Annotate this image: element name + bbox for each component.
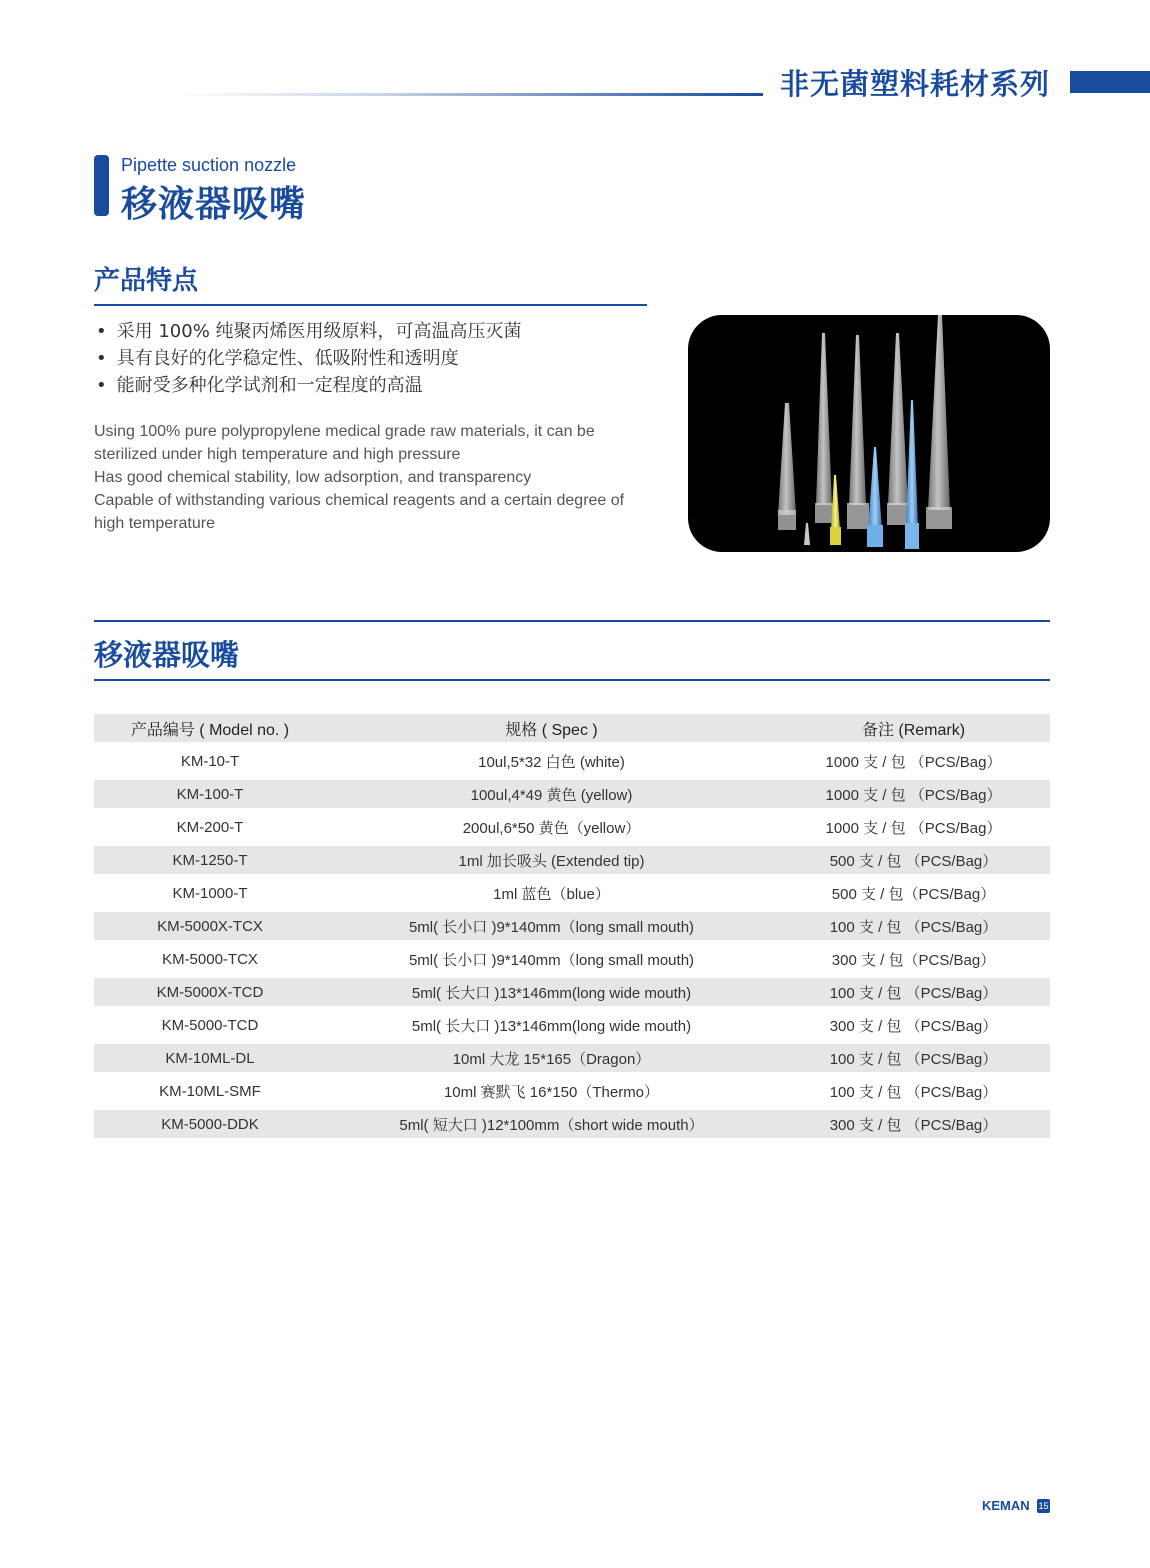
title-accent-bar [94,155,109,216]
table-row [94,940,1050,978]
cell-remark: 100 支 / 包 （PCS/Bag） [829,1083,998,1101]
series-title: 非无菌塑料耗材系列 [780,67,1051,101]
description-line: Capable of withstanding various chemical reagents and a certain degree of [94,492,625,509]
cell-spec: 5ml( 短大口 )12*100mm（short wide mouth） [326,1110,777,1138]
table-body [94,742,1050,1138]
features-divider [94,304,647,306]
product-title-en: Pipette suction nozzle [121,155,297,175]
cell-spec: 100ul,4*49 黄色 (yellow) [326,780,777,808]
cell-spec: 5ml( 长小口 )9*140mm（long small mouth) [326,912,777,940]
table-row [94,1110,1050,1138]
cell-spec: 5ml( 长小口 )9*140mm（long small mouth) [408,951,695,969]
blue-tip-large [905,400,919,549]
cell-spec: 1ml 加长吸头 (Extended tip) [326,846,777,874]
cell-remark: 1000 支 / 包 （PCS/Bag） [825,819,1002,837]
cell-model: KM-5000-DDK [94,1110,326,1138]
feature-item: • 采用 100% 纯聚丙烯医用级原料，可高温高压灭菌 [96,321,522,342]
cell-model: KM-10ML-DL [94,1044,326,1072]
spec-section-top-rule [94,620,1050,622]
cell-model: KM-1000-T [172,884,248,902]
spec-section-heading: 移液器吸嘴 [94,638,240,672]
blue-tip-small [867,447,883,547]
spec-table [94,714,1050,1138]
header-gradient-line [175,93,763,96]
bullet-icon: • [96,348,107,369]
feature-item: • 具有良好的化学稳定性、低吸附性和透明度 [96,348,459,369]
table-row [94,742,1050,780]
cell-remark: 1000 支 / 包 （PCS/Bag） [825,753,1002,771]
cell-model: KM-10-T [180,752,240,770]
footer-brand: KEMAN [982,1498,1030,1513]
cell-spec: 5ml( 长大口 )13*146mm(long wide mouth) [326,978,777,1006]
description-line: Has good chemical stability, low adsorption, and transparency [94,469,532,486]
header-model: 产品编号 ( Model no. ) [94,714,326,742]
description-line: sterilized under high temperature and high pressure [94,446,461,463]
table-row [94,808,1050,846]
cell-model: KM-10ML-SMF [159,1082,261,1100]
clear-tip-1000ul [847,335,869,529]
pipette-tips-photo [688,315,1050,552]
cell-remark: 500 支 / 包 （PCS/Bag） [777,846,1050,874]
header-spec: 规格 ( Spec ) [326,714,777,742]
page-number: 15 [1038,1501,1049,1511]
cell-model: KM-200-T [176,818,244,836]
cell-remark: 300 支 / 包 （PCS/Bag） [829,1017,998,1035]
table-row [94,780,1050,808]
spec-section-bottom-rule [94,679,1050,681]
table-row [94,1044,1050,1072]
cell-spec: 1ml 蓝色（blue） [493,885,610,903]
clear-tip-mini [804,523,810,545]
header-accent-bar [1070,71,1150,93]
clear-tip-long [815,333,833,523]
cell-spec: 10ml 赛默飞 16*150（Thermo） [443,1083,660,1101]
cell-remark: 100 支 / 包 （PCS/Bag） [777,912,1050,940]
description-line: high temperature [94,515,215,532]
bullet-icon: • [96,321,107,342]
cell-model: KM-5000X-TCX [94,912,326,940]
clear-tip-10ul [778,403,796,530]
bullet-icon: • [96,375,107,396]
features-heading: 产品特点 [94,266,199,296]
product-title-zh: 移液器吸嘴 [121,184,307,225]
cell-spec: 200ul,6*50 黄色（yellow） [462,819,641,837]
feature-item: • 能耐受多种化学试剂和一定程度的高温 [96,375,423,396]
description-line: Using 100% pure polypropylene medical grade raw materials, it can be [94,423,595,440]
cell-spec: 10ml 大龙 15*165（Dragon） [326,1044,777,1072]
cell-remark: 500 支 / 包（PCS/Bag） [831,885,996,903]
cell-remark: 300 支 / 包 （PCS/Bag） [777,1110,1050,1138]
cell-spec: 5ml( 长大口 )13*146mm(long wide mouth) [411,1017,692,1035]
table-row [94,874,1050,912]
cell-model: KM-5000-TCX [162,950,258,968]
cell-model: KM-100-T [94,780,326,808]
features-description-en [94,420,654,535]
table-row [94,978,1050,1006]
table-row [94,1006,1050,1044]
cell-model: KM-5000-TCD [161,1016,259,1034]
cell-remark: 1000 支 / 包 （PCS/Bag） [777,780,1050,808]
table-row [94,912,1050,940]
features-list-zh [94,318,654,399]
cell-remark: 100 支 / 包 （PCS/Bag） [777,978,1050,1006]
cell-remark: 300 支 / 包（PCS/Bag） [831,951,996,969]
cell-remark: 100 支 / 包 （PCS/Bag） [777,1044,1050,1072]
cell-model: KM-5000X-TCD [94,978,326,1006]
table-row [94,846,1050,874]
table-row [94,1072,1050,1110]
clear-tip-10ml [926,315,952,529]
table-header-row [94,714,1050,742]
header-remark: 备注 (Remark) [777,714,1050,742]
cell-spec: 10ul,5*32 白色 (white) [478,753,625,771]
cell-model: KM-1250-T [94,846,326,874]
